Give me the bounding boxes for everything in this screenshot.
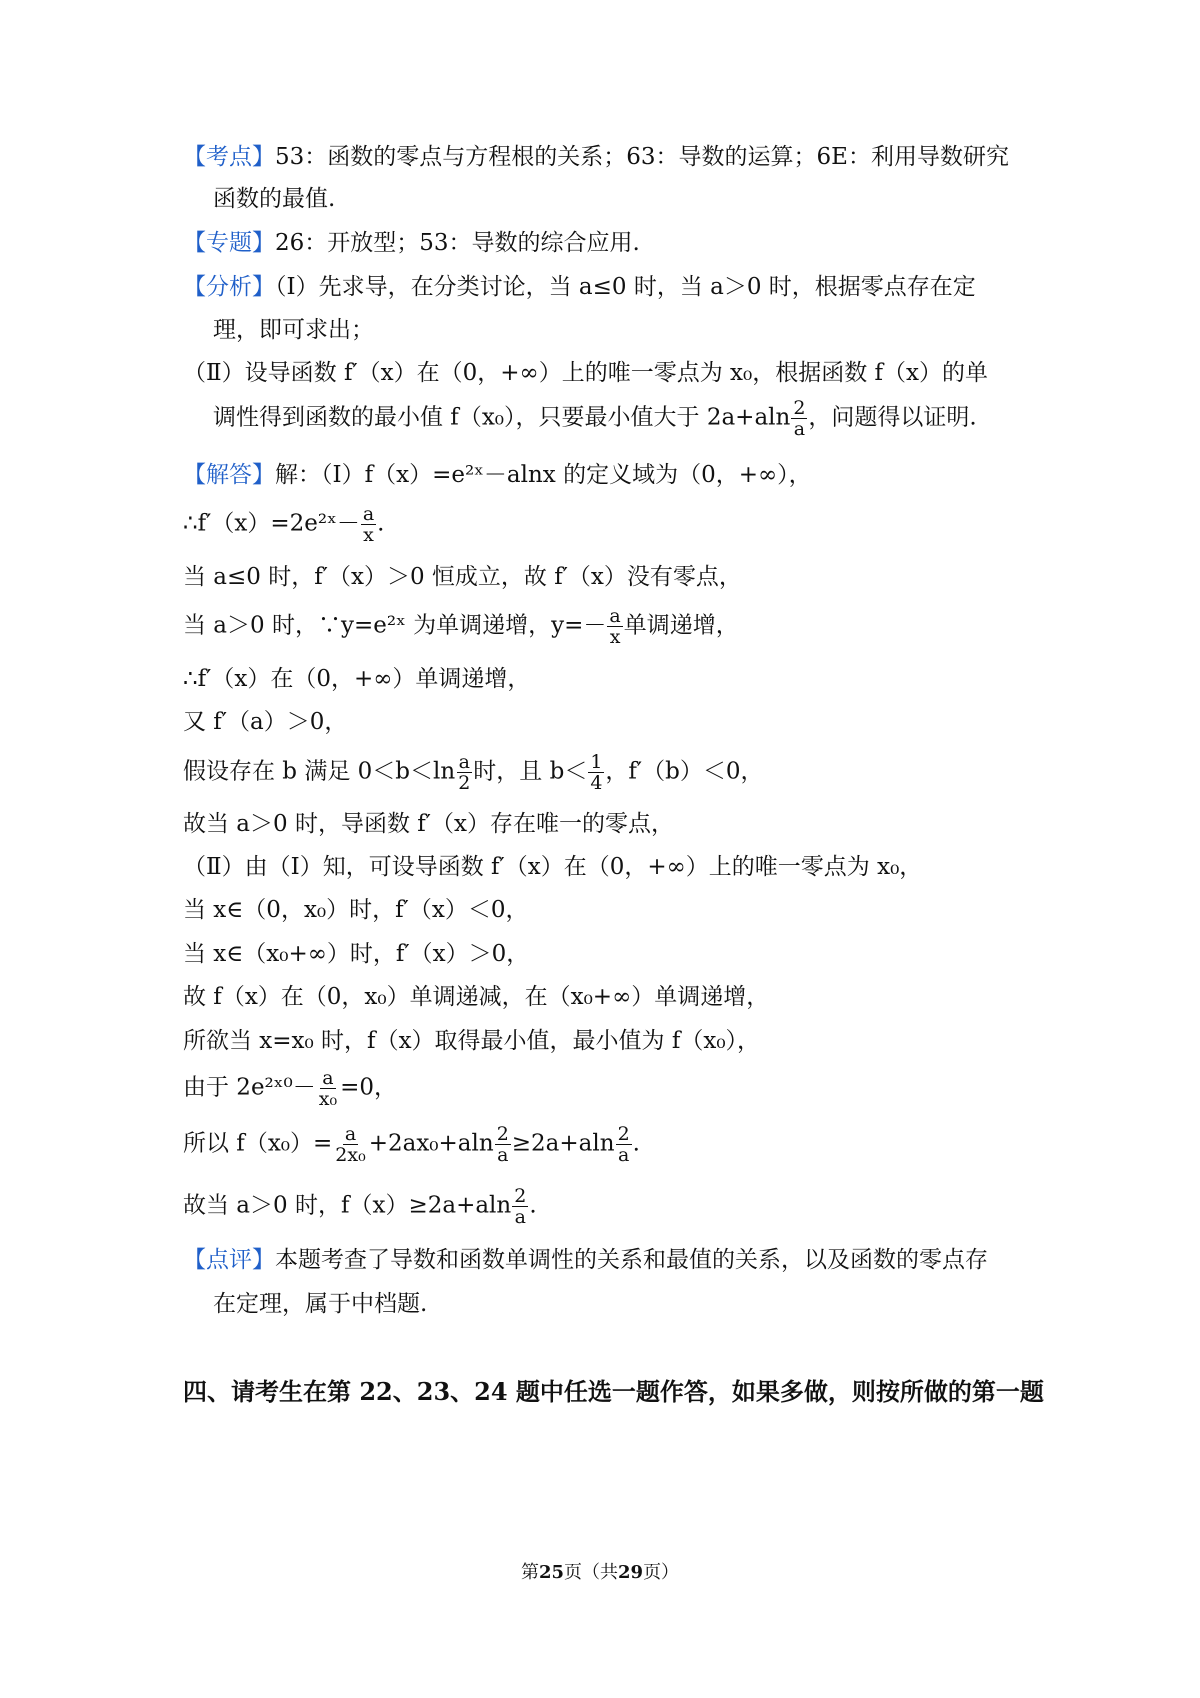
fraction-two-over-a: [512, 1186, 528, 1227]
zhuanti-tag: 【专题】: [183, 230, 275, 256]
kaodian-tag: 【考点】: [183, 144, 275, 170]
fraction-denominator: x₀: [318, 1088, 338, 1110]
fraction-two-over-a: [616, 1124, 632, 1165]
solution-text-16b: .: [529, 1192, 537, 1219]
solution-text-16a: 故当 a＞0 时，f（x）≥2a+aln: [183, 1192, 512, 1219]
solution-text-5: ∴f′（x）在（0，+∞）单调递增，: [183, 666, 531, 692]
solution-text-13: 所欲当 x=x₀ 时，f（x）取得最小值，最小值为 f（x₀），: [183, 1028, 761, 1054]
page-footer: [0, 1558, 1200, 1584]
dianping-tag: 【点评】: [183, 1247, 275, 1273]
fraction-numerator: 2: [617, 1123, 630, 1145]
solution-text-7c: ，f′（b）＜0，: [605, 758, 764, 785]
fraction-denominator: x: [609, 626, 621, 648]
fraction-denominator: a: [514, 1206, 526, 1228]
dianping-text-2: 在定理，属于中档题.: [213, 1291, 428, 1317]
footer-middle: 页（共: [564, 1562, 618, 1583]
zhuanti-text: 26：开放型；53：导数的综合应用.: [275, 230, 640, 256]
fraction-numerator: 2: [496, 1123, 509, 1145]
fraction-numerator: 1: [590, 751, 603, 773]
solution-line-14: [183, 1068, 397, 1109]
fraction-a-over-2: [456, 752, 472, 793]
kaodian-text-2: 函数的最值.: [213, 186, 336, 212]
fraction-numerator: 2: [793, 397, 806, 419]
solution-text-7a: 假设存在 b 满足 0＜b＜ln: [183, 758, 456, 785]
solution-text-2a: ∴f′（x）=2e²ˣ－: [183, 510, 360, 537]
fenxi-line-1: [183, 270, 976, 304]
fraction-numerator: a: [609, 605, 621, 627]
kaodian-text-1: 53：函数的零点与方程根的关系；63：导数的运算；6E：利用导数研究: [275, 144, 1009, 170]
solution-text-15b: +2ax₀+aln: [368, 1130, 494, 1157]
fraction-a-over-2x0: [333, 1124, 367, 1165]
fraction-denominator: a: [793, 418, 806, 440]
solution-text-12: 故 f（x）在（0，x₀）单调递减，在（x₀+∞）单调递增，: [183, 984, 770, 1010]
solution-text-7b: 时，且 b＜: [473, 758, 588, 785]
solution-text-15a: 所以 f（x₀）=: [183, 1130, 333, 1157]
fraction-one-over-four: [588, 752, 604, 793]
footer-suffix: 页）: [643, 1562, 680, 1583]
solution-line-16: [183, 1186, 537, 1227]
solution-text-8: 故当 a＞0 时，导函数 f′（x）存在唯一的零点，: [183, 811, 674, 837]
footer-prefix: 第: [520, 1562, 539, 1583]
fenxi-text-4b: ，问题得以证明.: [808, 404, 977, 431]
fenxi-tag: 【分析】: [183, 274, 275, 300]
fraction-denominator: 4: [590, 772, 603, 794]
solution-line-2: [183, 504, 384, 545]
fraction-two-over-a: [791, 398, 807, 439]
solution-text-14b: =0，: [340, 1074, 397, 1101]
fraction-numerator: 2: [514, 1185, 527, 1207]
solution-text-10: 当 x∈（0，x₀）时，f′（x）＜0，: [183, 897, 529, 923]
fraction-numerator: a: [322, 1067, 334, 1089]
fraction-a-over-x: [607, 606, 622, 647]
solution-line-15: [183, 1124, 640, 1165]
fraction-denominator: a: [497, 1144, 509, 1166]
fraction-denominator: x: [363, 524, 374, 546]
section-heading: 四、请考生在第 22、23、24 题中任选一题作答，如果多做，则按所做的第一题: [183, 1377, 1044, 1406]
fenxi-text-4a: 调性得到函数的最小值 f（x₀），只要最小值大于 2a+aln: [213, 404, 791, 431]
fraction-denominator: a: [617, 1144, 630, 1166]
footer-page-number: 25: [538, 1562, 564, 1583]
dianping-line-1: [183, 1243, 988, 1277]
fraction-numerator: a: [458, 751, 470, 773]
zhuanti-line: [183, 226, 640, 260]
solution-line-4: [183, 606, 739, 647]
solution-text-3: 当 a≤0 时，f′（x）＞0 恒成立，故 f′（x）没有零点，: [183, 564, 742, 590]
kaodian-line-1: [183, 140, 1009, 174]
fraction-denominator: 2: [458, 772, 471, 794]
fraction-a-over-x0: [317, 1068, 339, 1109]
solution-text-14a: 由于 2e²ˣ⁰－: [183, 1074, 316, 1101]
fraction-a-over-x: [361, 504, 376, 545]
fraction-denominator: 2x₀: [335, 1144, 366, 1166]
fenxi-text-3: （Ⅱ）设导函数 f′（x）在（0，+∞）上的唯一零点为 x₀，根据函数 f（x）的单: [183, 360, 989, 386]
solution-text-4a: 当 a＞0 时，∵y=e²ˣ 为单调递增，y=－: [183, 612, 607, 639]
fenxi-line-4: [213, 398, 977, 439]
jieda-tag: 【解答】: [183, 462, 275, 488]
solution-line-7: [183, 752, 764, 793]
solution-text-2b: .: [377, 510, 385, 537]
solution-line-1: [183, 458, 812, 492]
fraction-numerator: a: [344, 1123, 357, 1145]
solution-text-15d: .: [632, 1130, 640, 1157]
solution-text-15c: ≥2a+aln: [511, 1130, 615, 1157]
fraction-numerator: a: [362, 503, 375, 525]
dianping-text-1: 本题考查了导数和函数单调性的关系和最值的关系，以及函数的零点存: [275, 1247, 988, 1273]
fenxi-text-2: 理，即可求出；: [213, 317, 374, 343]
solution-text-9: （Ⅱ）由（Ⅰ）知，可设导函数 f′（x）在（0，+∞）上的唯一零点为 x₀，: [183, 854, 923, 880]
solution-text-11: 当 x∈（x₀+∞）时，f′（x）＞0，: [183, 941, 530, 967]
footer-total-pages: 29: [618, 1562, 644, 1583]
solution-text-4b: 单调递增，: [623, 612, 739, 639]
solution-text-1: 解：（Ⅰ）f（x）=e²ˣ－alnx 的定义域为（0，+∞），: [275, 462, 812, 488]
solution-text-6: 又 f′（a）＞0，: [183, 709, 348, 735]
fenxi-text-1: （Ⅰ）先求导，在分类讨论，当 a≤0 时，当 a＞0 时，根据零点存在定: [275, 274, 976, 300]
fraction-two-over-a: [495, 1124, 511, 1165]
